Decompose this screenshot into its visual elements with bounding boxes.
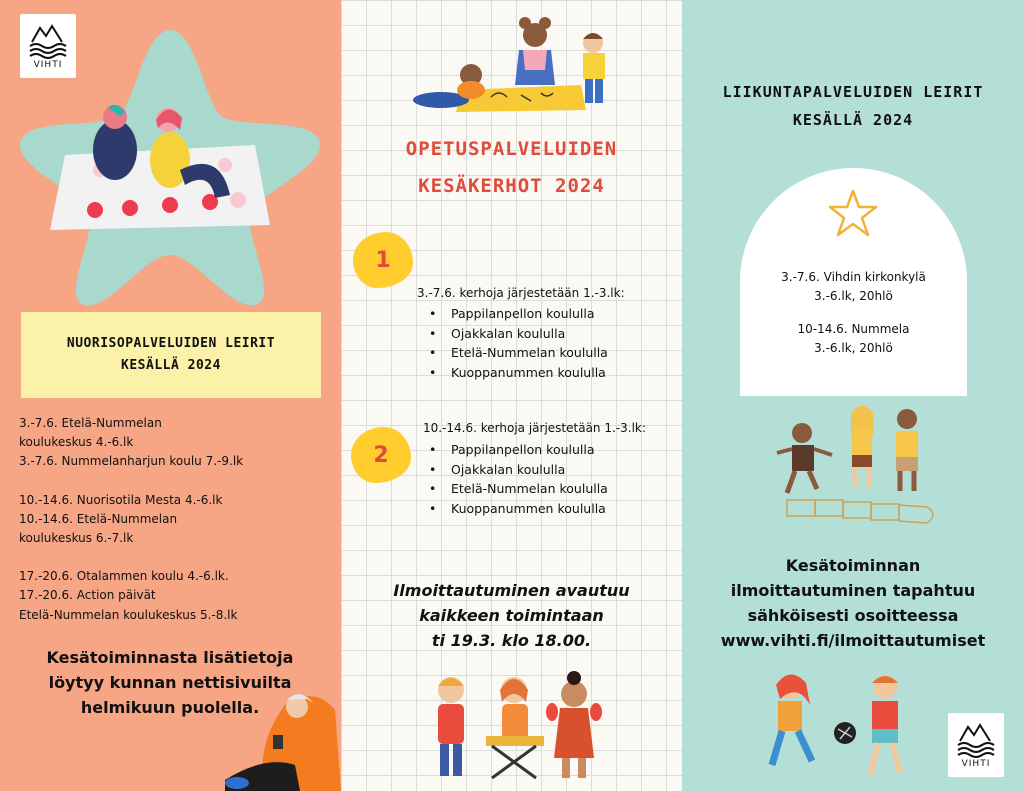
- left-title-line1: NUORISOPALVELUIDEN LEIRIT: [66, 336, 276, 351]
- right-title-line2: KESÄLLÄ 2024: [792, 111, 914, 129]
- kids-music-illustration: [426, 672, 606, 784]
- schedule-line: koulukeskus 4.-6.lk: [19, 435, 134, 450]
- camp-line2: 3.-6.lk, 20hlö: [814, 341, 893, 355]
- middle-title-line2: KESÄKERHOT 2024: [418, 175, 605, 197]
- nuoriso-title-note: [21, 312, 321, 398]
- soccer-kids-illustration: [750, 665, 920, 791]
- middle-panel: [341, 0, 682, 791]
- list-item: • Ojakkalan koululla: [421, 324, 608, 344]
- list-item: • Pappilanpellon koululla: [421, 304, 608, 324]
- list-item: • Pappilanpellon koululla: [421, 440, 608, 460]
- schedule-line: Etelä-Nummelan koulukeskus 5.-8.lk: [19, 607, 238, 622]
- schedule-gap: [19, 472, 329, 491]
- right-panel: [682, 0, 1024, 791]
- vihti-logo-bottom: [948, 713, 1004, 777]
- camp-info-arch: [740, 168, 967, 396]
- list-item: • Kuoppanummen koululla: [421, 363, 608, 383]
- left-title-line2: KESÄLLÄ 2024: [121, 358, 221, 373]
- signup-text: [341, 578, 682, 653]
- group-number: 2: [373, 442, 389, 468]
- group-heading: 10.-14.6. kerhoja järjestetään 1.-3.lk:: [423, 421, 646, 435]
- group-heading: 3.-7.6. kerhoja järjestetään 1.-3.lk:: [417, 286, 625, 300]
- schedule-line: koulukeskus 6.-7.lk: [19, 531, 134, 546]
- more-info-line: Kesätoiminnasta lisätietoja: [46, 648, 294, 667]
- star-outline-icon: [828, 188, 878, 238]
- logo-text: VIHTI: [961, 759, 991, 769]
- kids-drawing-illustration: [411, 15, 621, 115]
- list-item: • Etelä-Nummelan koululla: [421, 479, 608, 499]
- person-reading-illustration: [225, 685, 341, 791]
- signup-line: Ilmoittautuminen avautuu: [393, 581, 630, 600]
- signup-info-line: sähköisesti osoitteessa: [747, 606, 959, 625]
- signup-info-text: [682, 553, 1024, 653]
- list-item: • Ojakkalan koululla: [421, 460, 608, 480]
- right-title: [682, 78, 1024, 134]
- signup-info-line: Kesätoiminnan: [785, 556, 921, 575]
- schedule-line: 3.-7.6. Nummelanharjun koulu 7.-9.lk: [19, 454, 244, 469]
- school-list: [421, 304, 608, 382]
- signup-info-line: ilmoittautuminen tapahtuu: [730, 581, 976, 600]
- schedule-line: 17.-20.6. Action päivät: [19, 588, 156, 603]
- schedule-line: 3.-7.6. Etelä-Nummelan: [19, 416, 162, 430]
- camp-line2: 3.-6.lk, 20hlö: [814, 289, 893, 303]
- left-panel: [0, 0, 341, 791]
- schedule-line: 17.-20.6. Otalammen koulu 4.-6.lk.: [19, 569, 229, 584]
- schedule-line: 10.-14.6. Etelä-Nummelan: [19, 511, 178, 526]
- camp-line1: 10-14.6. Nummela: [797, 322, 910, 336]
- star-icon: [20, 20, 330, 310]
- signup-line: ti 19.3. klo 18.00.: [431, 631, 592, 650]
- right-title-line1: LIIKUNTAPALVELUIDEN LEIRIT: [722, 83, 984, 101]
- vihti-logo-icon: [956, 721, 996, 757]
- signup-line: kaikkeen toimintaan: [419, 606, 604, 625]
- logo-text: VIHTI: [33, 60, 63, 70]
- middle-title-line1: OPETUSPALVELUIDEN: [405, 138, 618, 160]
- group-number-badge: [353, 232, 413, 288]
- group-number-badge: [351, 427, 411, 483]
- camp-line1: 3.-7.6. Vihdin kirkonkylä: [781, 270, 926, 284]
- more-info-line: helmikuun puolella.: [80, 698, 260, 717]
- hopscotch-illustration: [777, 405, 947, 535]
- camp-item: [740, 268, 967, 306]
- schedule-gap: [19, 548, 329, 567]
- more-info-line: löytyy kunnan nettisivuilta: [48, 673, 292, 692]
- group-number: 1: [375, 247, 391, 273]
- list-item: • Etelä-Nummelan koululla: [421, 343, 608, 363]
- left-schedule: [19, 414, 329, 625]
- school-list: [421, 440, 608, 518]
- camp-item: [740, 320, 967, 358]
- list-item: • Kuoppanummen koululla: [421, 499, 608, 519]
- signup-info-link[interactable]: www.vihti.fi/ilmoittautumiset: [720, 631, 986, 650]
- schedule-line: 10.-14.6. Nuorisotila Mesta 4.-6.lk: [19, 492, 223, 507]
